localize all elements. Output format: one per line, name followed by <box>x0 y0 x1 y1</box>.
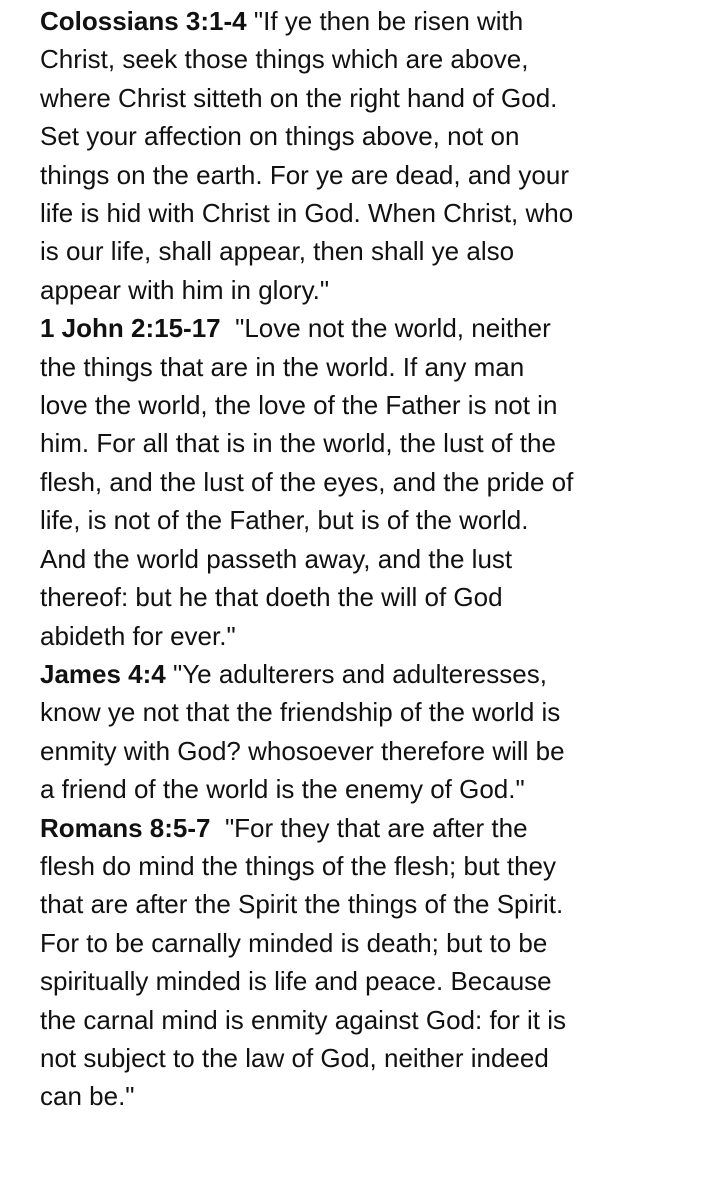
passage-line: And the world passeth away, and the lust <box>40 543 513 574</box>
passage-line: him. For all that is in the world, the lust of the <box>40 428 556 459</box>
passage-first-line <box>40 309 705 347</box>
passage-line: that are after the Spirit the things of the Spirit. <box>40 889 564 920</box>
passage-reference: 1 John 2:15-17 <box>40 313 221 344</box>
passage-line: not subject to the law of God, neither indeed <box>40 1042 549 1073</box>
passage-line: For to be carnally minded is death; but to be <box>40 927 548 958</box>
passage-line: thereof: but he that doeth the will of God <box>40 582 503 613</box>
passage-romans <box>40 809 705 1116</box>
passage-text: "If ye then be risen with <box>246 6 524 36</box>
passage-line: abideth for ever." <box>40 620 236 651</box>
passage-line: things on the earth. For ye are dead, and your <box>40 159 570 190</box>
passage-line: spiritually minded is life and peace. Because <box>40 966 552 997</box>
passage-james <box>40 655 705 809</box>
passage-first-line <box>40 809 705 847</box>
passage-line: life, is not of the Father, but is of the world. <box>40 505 529 536</box>
passage-line: appear with him in glory." <box>40 274 330 305</box>
passage-line: can be." <box>40 1081 135 1112</box>
passage-line: a friend of the world is the enemy of God." <box>40 774 525 805</box>
passage-reference: James 4:4 <box>40 658 166 689</box>
passage-line: life is hid with Christ in God. When Christ, who <box>40 198 574 229</box>
passage-line: is our life, shall appear, then shall ye also <box>40 236 515 267</box>
passage-text: "Ye adulterers and adulteresses, <box>165 658 547 689</box>
passage-line: Christ, seek those things which are above, <box>40 44 529 75</box>
passage-line: love the world, the love of the Father is not in <box>40 390 558 421</box>
scripture-document <box>40 2 705 1116</box>
passage-first-line <box>40 2 705 40</box>
passage-line: enmity with God? whosoever therefore will be <box>40 735 565 766</box>
passage-line: flesh do mind the things of the flesh; but they <box>40 850 556 881</box>
passage-text: "Love not the world, neither <box>220 313 551 344</box>
passage-reference: Romans 8:5-7 <box>40 812 211 843</box>
passage-line: flesh, and the lust of the eyes, and the pride of <box>40 466 574 497</box>
passage-line: know ye not that the friendship of the world is <box>40 697 561 728</box>
passage-colossians <box>40 2 705 309</box>
passage-line: where Christ sitteth on the right hand of God. <box>40 82 558 113</box>
passage-line: the carnal mind is enmity against God: for it is <box>40 1004 567 1035</box>
passage-text: "For they that are after the <box>210 812 528 843</box>
passage-reference: Colossians 3:1-4 <box>40 6 247 36</box>
passage-line: the things that are in the world. If any man <box>40 351 525 382</box>
passage-1-john <box>40 309 705 655</box>
passage-line: Set your affection on things above, not on <box>40 121 520 152</box>
passage-first-line <box>40 655 705 693</box>
